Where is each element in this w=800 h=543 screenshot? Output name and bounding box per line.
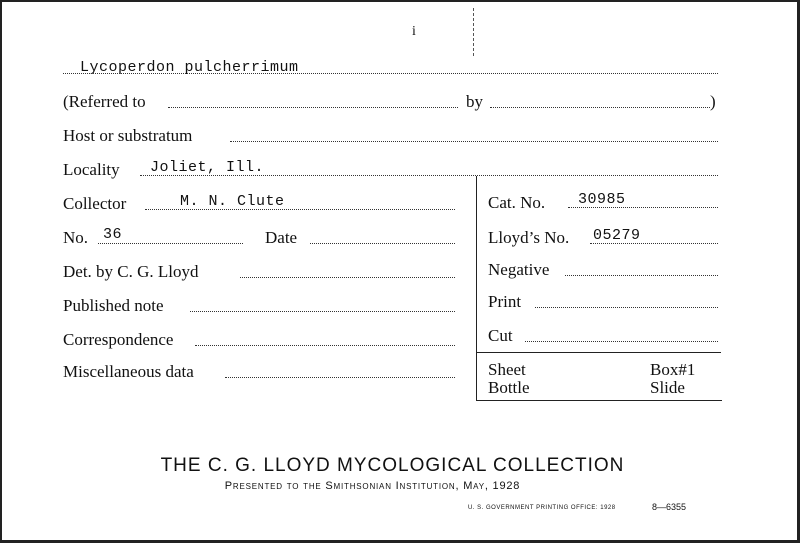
fold-mark xyxy=(473,8,475,56)
det-line xyxy=(240,277,455,278)
referred-line xyxy=(168,107,458,108)
card-border-top xyxy=(0,0,800,2)
lloyd-line xyxy=(590,243,718,244)
collection-subtitle: Presented to the Smithsonian Institution, May, 1928 xyxy=(224,480,521,492)
cut-line xyxy=(525,341,718,342)
correspondence-label: Correspondence xyxy=(63,330,174,349)
printing-office-note: U. S. GOVERNMENT PRINTING OFFICE: 1928 xyxy=(468,505,616,511)
negative-label: Negative xyxy=(488,260,550,279)
lloyd-value: 05279 xyxy=(593,227,641,244)
no-value: 36 xyxy=(103,226,123,243)
host-line xyxy=(230,141,718,142)
bottle-label: Bottle xyxy=(488,378,530,397)
published-line xyxy=(190,311,455,312)
box-divider xyxy=(476,352,721,353)
slide-label: Slide xyxy=(650,378,685,397)
form-number: 8—6355 xyxy=(652,502,687,512)
negative-line xyxy=(565,275,718,276)
collector-label: Collector xyxy=(63,194,127,213)
date-line xyxy=(310,243,455,244)
by-line xyxy=(490,107,710,108)
published-label: Published note xyxy=(63,296,164,315)
date-label: Date xyxy=(265,228,298,247)
print-label: Print xyxy=(488,292,522,311)
lloyd-label: Lloyd’s No. xyxy=(488,228,570,247)
box-number-label: Box#1 xyxy=(650,360,696,379)
cat-value: 30985 xyxy=(578,191,626,208)
print-line xyxy=(535,307,718,308)
cat-line xyxy=(568,207,718,208)
collection-title: THE C. G. LLOYD MYCOLOGICAL COLLECTION xyxy=(160,455,625,476)
cat-label: Cat. No. xyxy=(488,193,546,212)
tick-mark: i xyxy=(412,24,416,39)
by-label: by xyxy=(466,92,483,111)
locality-label: Locality xyxy=(63,160,120,179)
species-line xyxy=(63,73,718,74)
close-paren: ) xyxy=(710,92,716,111)
det-label: Det. by C. G. Lloyd xyxy=(63,262,199,281)
misc-line xyxy=(225,377,455,378)
collector-value: M. N. Clute xyxy=(180,193,285,210)
locality-value: Joliet, Ill. xyxy=(150,159,265,176)
correspondence-line xyxy=(195,345,455,346)
no-line xyxy=(98,243,243,244)
species-name: Lycoperdon pulcherrimum xyxy=(80,59,299,76)
cut-label: Cut xyxy=(488,326,513,345)
referred-label: (Referred to xyxy=(63,92,146,111)
host-label: Host or substratum xyxy=(63,126,193,145)
misc-label: Miscellaneous data xyxy=(63,362,194,381)
sheet-label: Sheet xyxy=(488,360,526,379)
collector-line xyxy=(145,209,455,210)
no-label: No. xyxy=(63,228,89,247)
